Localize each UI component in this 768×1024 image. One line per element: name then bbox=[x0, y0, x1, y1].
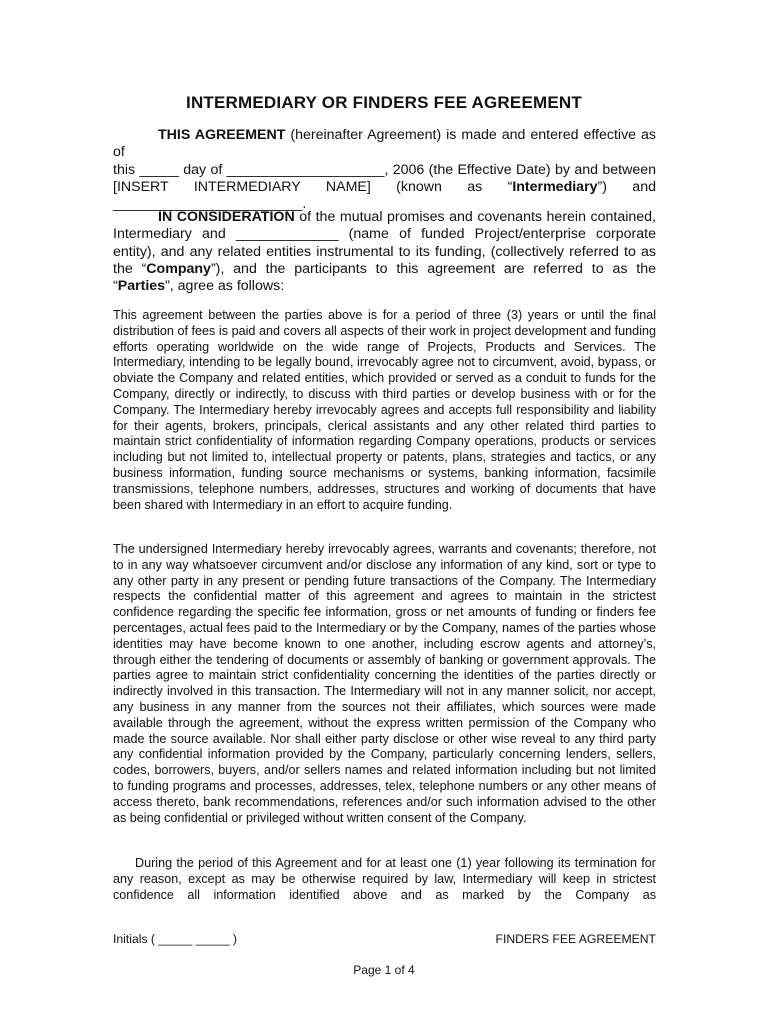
initials-field: Initials ( _____ _____ ) bbox=[113, 932, 237, 946]
paragraph-confidentiality bbox=[113, 542, 656, 826]
intro-line-3-post: ”) and bbox=[597, 178, 656, 195]
paragraph-term-text: This agreement between the parties above is for a period of three (3) years or until the final distribution of fees is paid and covers all aspects of their work in project development and funding efforts operating worldwide on the wide range of Projects, Products and Services. The Intermediary, intending to be legally bound, irrevocably agree not to circumvent, avoid, bypass, or obviate the Company and related entities, which provided or served as a conduit to funds for the Company, directly or indirectly, to discuss with third parties or develop business with or for the Company. The Intermediary hereby irrevocably agrees and accepts full responsibility and liability for their agents, brokers, principals, clerical assistants and any other related third parties to maintain strict confidentiality of information regarding Company operations, products or services including but not limited to, intellectual property or patents, plans, strategies and tactics, or any business information, funding source mechanisms or systems, banking information, facsimile transmissions, telephone numbers, addresses, structures and working of documents that have been shared with Intermediary in an effort to acquire funding. bbox=[113, 308, 656, 512]
intro-line-3 bbox=[113, 179, 656, 196]
paragraph-period bbox=[113, 856, 656, 903]
paragraph-confidentiality-text: The undersigned Intermediary hereby irrevocably agrees, warrants and covenants; therefore, not to in any way whatsoever circumvent and/or disclose any information of any kind, sort or type to any other party in any present or pending future transactions of the Company. The Intermediary respects the confidential matter of this agreement and agrees to maintain in the strictest confidence regarding the specific fee information, gross or net amounts of funding or finders fee percentages, actual fees paid to the Intermediary or by the Company, names of the parties whose identities may have become known to one another, including escrow agents and attorney’s, through either the tendering of documents or assembly of banking or government approvals. The parties agree to maintain strict confidentiality concerning the identities of the parties directly or indirectly involved in this transaction. The Intermediary will not in any manner solicit, nor accept, any business in any manner from the sources not their affiliates, which sources were made available through the agreement, without the express written permission of the Company who made the source available. Nor shall either party disclose or other wise reveal to any third party any confidential information provided by the Company, particularly concerning lenders, sellers, codes, borrowers, buyers, and/or sellers names and related information including but not limited to funding programs and processes, addresses, telex, telephone numbers or any other means of access thereto, bank recommendations, references and/or such information advised to the other as being confidential or privileged without written consent of the Company. bbox=[113, 542, 657, 825]
intro-line-1 bbox=[113, 127, 656, 162]
intro-line-3-pre: [INSERT INTERMEDIARY NAME] (known as “ bbox=[113, 178, 513, 195]
intermediary-term: Intermediary bbox=[512, 178, 598, 195]
paragraph-period-text: During the period of this Agreement and for at least one (1) year following its termination for any reason, except as may be otherwise required by law, Intermediary will keep in strictest confidence all information identified above and as marked by the Company as bbox=[113, 856, 656, 902]
consideration-text-a: of the mutual promises and covenants herein contained, Intermediary and _____________ (name of funded Project/enterprise corporate entity), and any related entities instrumental to its funding, (collectively referred to as the “ bbox=[113, 209, 656, 277]
document-title: INTERMEDIARY OR FINDERS FEE AGREEMENT bbox=[186, 93, 582, 112]
page-number: Page 1 of 4 bbox=[353, 963, 415, 977]
consideration-text-c: ”, agree as follows: bbox=[165, 278, 285, 295]
intro-lead: THIS AGREEMENT bbox=[158, 127, 286, 143]
consideration-paragraph bbox=[113, 209, 656, 295]
intro-line-1-text: (hereinafter Agreement) is made and entered effective as of bbox=[113, 127, 656, 161]
footer-label: FINDERS FEE AGREEMENT bbox=[495, 932, 656, 946]
intro-line-2: this _____ day of ____________________, 2006 (the Effective Date) by and between bbox=[113, 161, 656, 178]
intro-paragraph bbox=[113, 127, 656, 213]
parties-term: Parties bbox=[117, 278, 166, 295]
company-term: Company bbox=[146, 260, 211, 277]
page-footer bbox=[113, 932, 656, 946]
consideration-text-b: ”), and the participants to this agreement are referred to as the “ bbox=[113, 260, 657, 295]
intro-line-4: ________________________. bbox=[113, 196, 307, 213]
paragraph-term bbox=[113, 308, 656, 513]
consideration-lead: IN CONSIDERATION bbox=[158, 209, 295, 225]
